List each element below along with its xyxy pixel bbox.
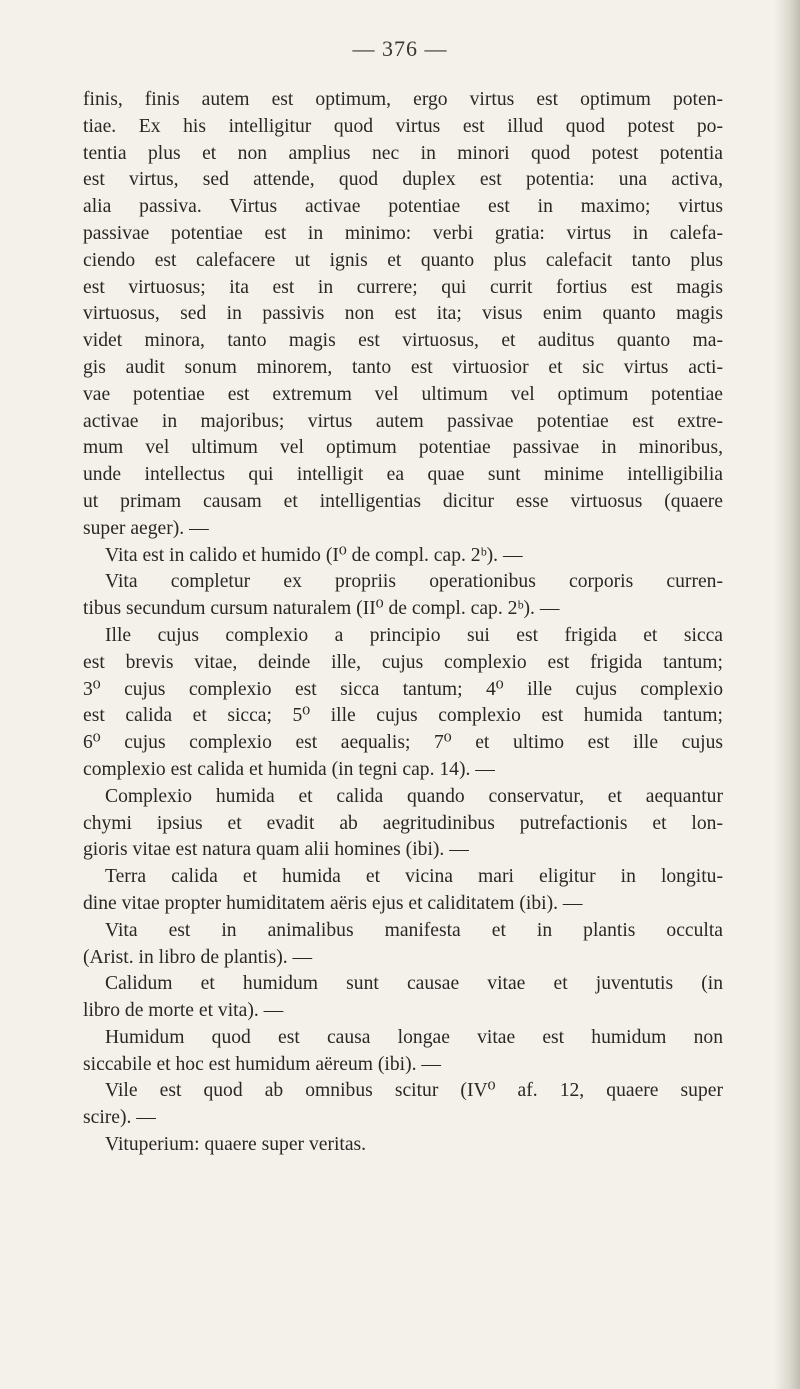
paragraph-line: Humidum quod est causa longae vitae est humidum non: [105, 1026, 723, 1048]
paragraph-line: Calidum et humidum sunt causae vitae et juventutis (in: [105, 973, 723, 995]
text-line: alia passiva. Virtus activae potentiae est in maximo; virtus: [83, 196, 723, 218]
body-text: [83, 87, 723, 1159]
paragraph-line: Vita est in animalibus manifesta et in plantis occulta: [105, 919, 723, 941]
paragraph-line: Complexio humida et calida quando conservatur, et aequantur: [105, 785, 723, 807]
paragraph-line: Vita est in calido et humido (I⁰ de compl. cap. 2ᵇ). —: [105, 544, 523, 566]
text-line: scire). —: [83, 1107, 156, 1129]
text-line: complexio est calida et humida (in tegni cap. 14). —: [83, 758, 495, 780]
text-line: 6⁰ cujus complexio est aequalis; 7⁰ et ultimo est ille cujus: [83, 732, 723, 754]
text-line: est virtuosus; ita est in currere; qui currit fortius est magis: [83, 276, 723, 298]
text-line: unde intellectus qui intelligit ea quae sunt minime intelligibilia: [83, 464, 723, 486]
text-line: (Arist. in libro de plantis). —: [83, 946, 313, 968]
text-line: activae in majoribus; virtus autem passivae potentiae est extre-: [83, 410, 723, 432]
text-line: passivae potentiae est in minimo: verbi gratia: virtus in calefa-: [83, 222, 723, 244]
text-line: ciendo est calefacere ut ignis et quanto plus calefacit tanto plus: [83, 249, 723, 271]
text-line: finis, finis autem est optimum, ergo virtus est optimum poten-: [83, 89, 723, 110]
text-line: tibus secundum cursum naturalem (II⁰ de compl. cap. 2ᵇ). —: [83, 598, 560, 620]
page-number: — 376 —: [352, 36, 448, 61]
paragraph-line: Vile est quod ab omnibus scitur (IV⁰ af. 12, quaere super: [105, 1080, 723, 1102]
text-line: tentia plus et non amplius nec in minori quod potest potentia: [83, 142, 723, 164]
text-line: est virtus, sed attende, quod duplex est potentia: una activa,: [83, 169, 723, 191]
text-line: virtuosus, sed in passivis non est ita; visus enim quanto magis: [83, 303, 723, 325]
text-line: videt minora, tanto magis est virtuosus, et auditus quanto ma-: [83, 330, 723, 352]
text-line: gioris vitae est natura quam alii homines (ibi). —: [83, 839, 469, 861]
paragraph-line: Ille cujus complexio a principio sui est frigida et sicca: [105, 624, 723, 646]
text-line: tiae. Ex his intelligitur quod virtus est illud quod potest po-: [83, 115, 723, 137]
page-edge-shadow: [774, 0, 800, 1389]
paragraph-line: Vituperium: quaere super veritas.: [105, 1134, 367, 1156]
text-line: gis audit sonum minorem, tanto est virtuosior et sic virtus acti-: [83, 356, 723, 378]
text-line: siccabile et hoc est humidum aëreum (ibi). —: [83, 1053, 442, 1075]
paragraph-line: Terra calida et humida et vicina mari eligitur in longitu-: [105, 866, 723, 888]
text-line: ut primam causam et intelligentias dicitur esse virtuosus (quaere: [83, 490, 723, 512]
text-line: libro de morte et vita). —: [83, 1000, 284, 1022]
text-line: est brevis vitae, deinde ille, cujus complexio est frigida tantum;: [83, 651, 723, 673]
text-line: 3⁰ cujus complexio est sicca tantum; 4⁰ ille cujus complexio: [83, 678, 723, 700]
text-line: vae potentiae est extremum vel ultimum vel optimum potentiae: [83, 383, 723, 405]
text-line: mum vel ultimum vel optimum potentiae passivae in minoribus,: [83, 437, 723, 459]
text-line: super aeger). —: [83, 517, 209, 539]
text-line: chymi ipsius et evadit ab aegritudinibus putrefactionis et lon-: [83, 812, 723, 834]
text-line: dine vitae propter humiditatem aëris ejus et caliditatem (ibi). —: [83, 892, 583, 914]
text-line: est calida et sicca; 5⁰ ille cujus complexio est humida tantum;: [83, 705, 723, 727]
paragraph-line: Vita completur ex propriis operationibus corporis curren-: [105, 571, 723, 593]
